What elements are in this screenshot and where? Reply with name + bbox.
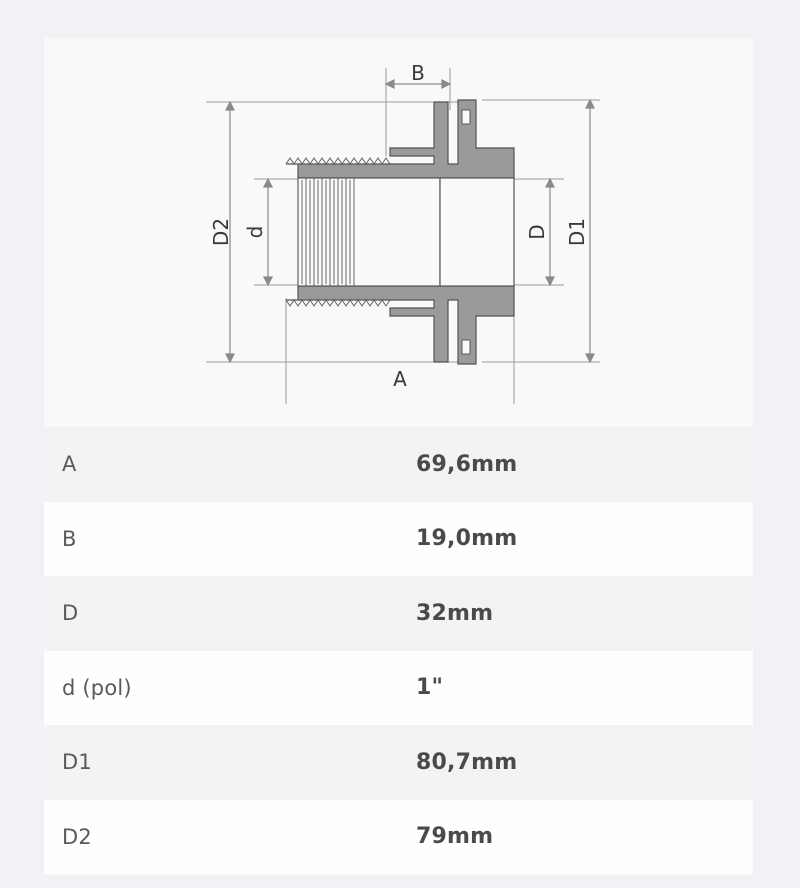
label-D: D [525, 224, 549, 240]
spec-value: 19,0mm [416, 526, 518, 552]
spec-label: B [62, 526, 77, 551]
spec-value: 69,6mm [416, 451, 518, 477]
spec-row [44, 800, 753, 875]
label-d: d [243, 225, 267, 239]
product-spec-card [44, 38, 753, 875]
spec-table [44, 427, 753, 874]
spec-row [44, 651, 753, 726]
spec-label: D1 [62, 750, 92, 775]
spec-label: D2 [62, 824, 92, 849]
spec-row [44, 502, 753, 577]
spec-label: d (pol) [62, 675, 132, 700]
spec-row [44, 427, 753, 502]
spec-value: 79mm [416, 824, 494, 850]
spec-row [44, 725, 753, 800]
fitting-body [286, 100, 514, 364]
technical-drawing [44, 38, 753, 427]
inner-thread [298, 178, 354, 286]
spec-label: D [62, 601, 79, 626]
spec-row [44, 576, 753, 651]
spec-value: 80,7mm [416, 749, 518, 775]
label-D2: D2 [209, 217, 233, 247]
spec-value: 32mm [416, 600, 494, 626]
label-B: B [411, 61, 425, 85]
spec-label: A [62, 452, 77, 477]
spec-value: 1" [416, 675, 444, 701]
fitting-cross-section [44, 38, 753, 427]
label-A: A [393, 367, 407, 391]
label-D1: D1 [565, 217, 589, 247]
